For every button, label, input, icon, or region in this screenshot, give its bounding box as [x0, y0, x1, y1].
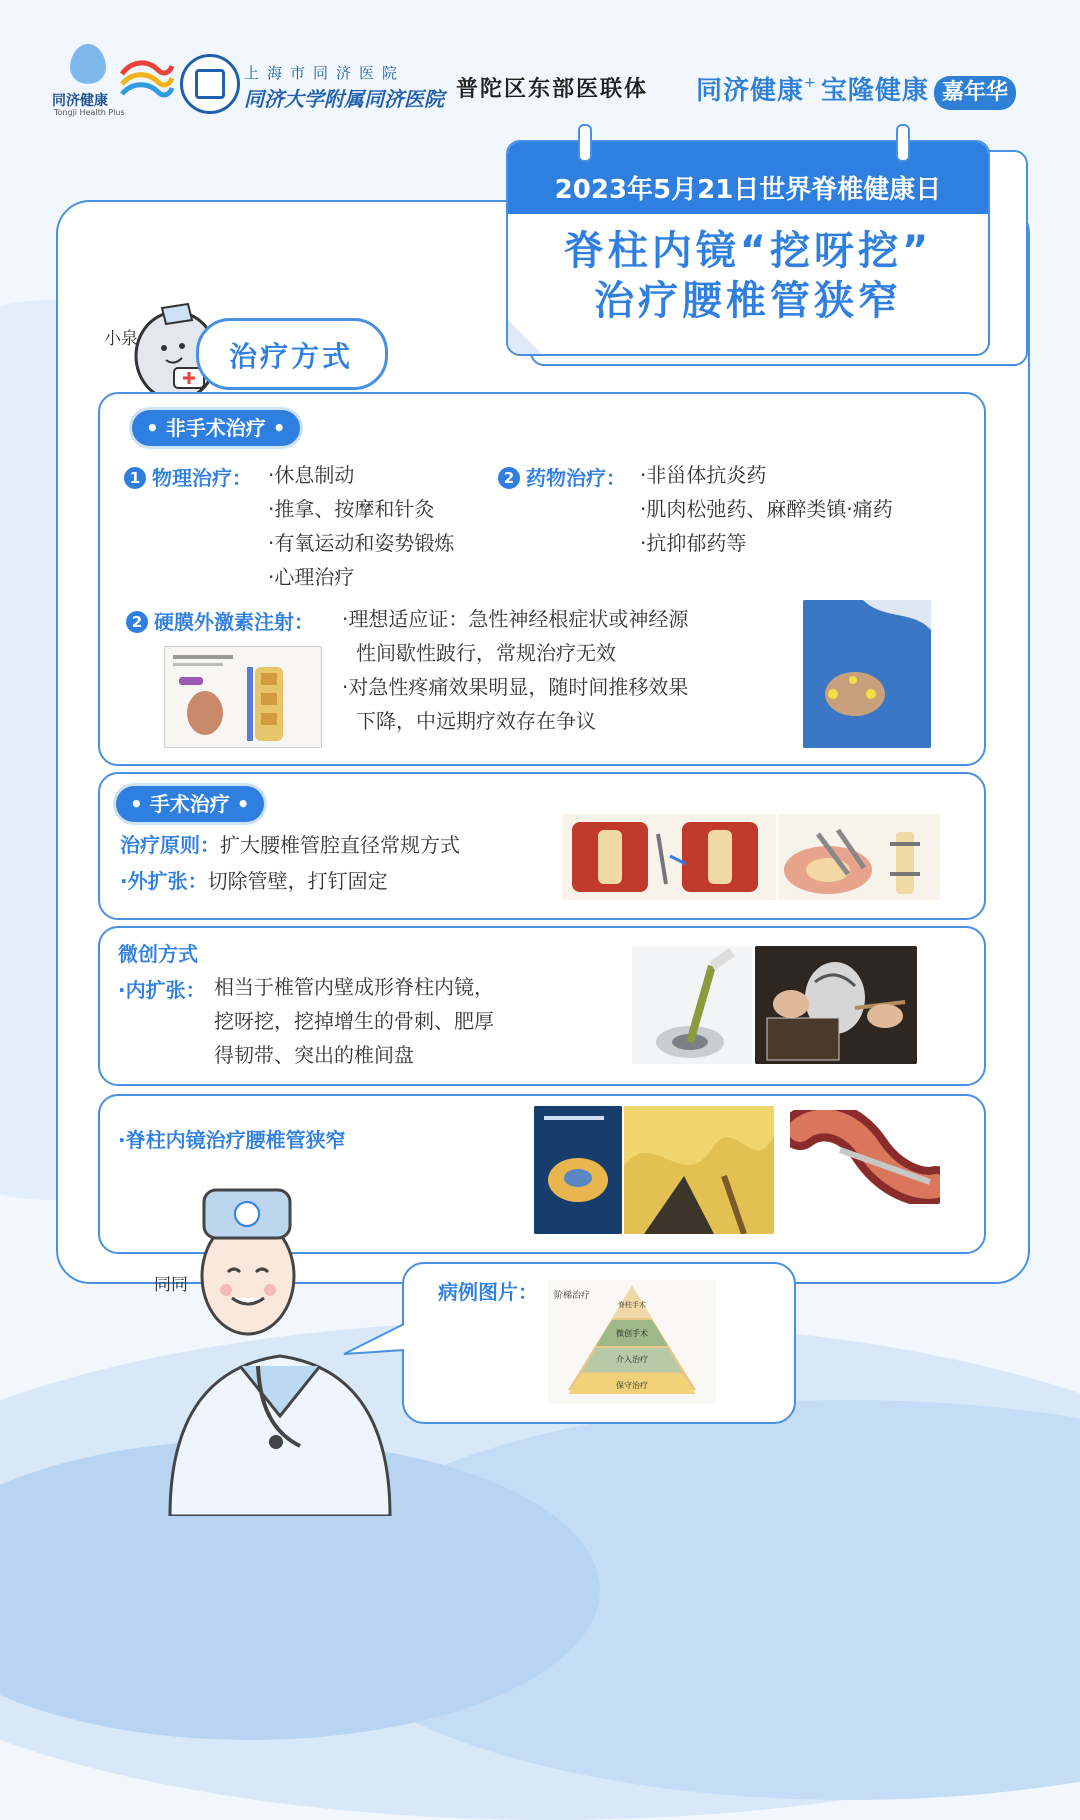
section-title: 治疗方式	[229, 340, 354, 373]
mascot-name: 小泉	[104, 329, 138, 349]
tongji-health-logo-text: 同济健康	[52, 93, 108, 109]
page-curl	[508, 320, 542, 354]
case-bubble-tail	[340, 1320, 410, 1360]
pyramid-layer: 保守治疗	[616, 1381, 648, 1390]
hospital-name-cn: 上海市同济医院	[244, 64, 406, 82]
drain-cleaning-photo	[632, 946, 752, 1064]
external-text: 切除管壁，打钉固定	[207, 869, 388, 893]
doctor-name: 同同	[154, 1275, 188, 1295]
list-item: ·休息制动	[268, 463, 355, 487]
bone-endoscopic-view	[624, 1106, 774, 1234]
surgical-external	[120, 864, 388, 898]
surgical-pill: • 手术治疗 •	[116, 786, 264, 822]
brand-carnival-badge: 嘉年华	[934, 76, 1016, 110]
hospital-seal-icon	[180, 54, 240, 114]
principle-text: 扩大腰椎管腔直径常规方式	[220, 833, 460, 857]
text-line: 性间歇性跛行，常规治疗无效	[356, 641, 616, 665]
text-line: ·对急性疼痛效果明显，随时间推移效果	[342, 675, 689, 699]
pyramid-layer: 脊柱手术	[618, 1301, 646, 1309]
decompression-surgery-illustration	[562, 814, 776, 900]
inside-painting-bottle-photo	[755, 946, 917, 1064]
pyramid-layer: 介入治疗	[616, 1355, 648, 1364]
list-item: ·抗抑郁药等	[640, 531, 747, 555]
tongji-health-logo-en: Tongji Health Plus	[54, 108, 125, 117]
section-title-bubble	[196, 318, 388, 390]
world-spine-day-banner: 2023年5月21日世界脊椎健康日	[508, 142, 988, 214]
poster-title-line1: 脊柱内镜“挖呀挖”	[563, 228, 933, 274]
physical-therapy-list	[268, 458, 454, 594]
list-item: ·非甾体抗炎药	[640, 463, 767, 487]
number-badge: 2	[126, 611, 148, 633]
poster-title-line2: 治疗腰椎管狭窄	[594, 278, 902, 324]
text-line: 挖呀挖，挖掉增生的骨刺、肥厚	[214, 1009, 494, 1033]
epidural-injection-label-text: 硬膜外激素注射：	[154, 610, 314, 634]
hospital-name-script: 同济大学附属同济医院	[244, 87, 444, 111]
pyramid-layer: 微创手术	[616, 1329, 648, 1338]
spinal-canal-tube-illustration	[790, 1110, 940, 1204]
surgical-principle	[120, 828, 460, 862]
endoscope-heading: ·脊柱内镜治疗腰椎管狭窄	[118, 1128, 346, 1152]
physical-therapy-label-text: 物理治疗：	[152, 466, 252, 490]
list-item: ·有氧运动和姿势锻炼	[268, 531, 455, 555]
brand-baolong: 宝隆健康	[820, 76, 929, 106]
epidural-injection-label	[126, 606, 314, 635]
lateral-stenosis-image	[534, 1106, 622, 1234]
text-line: 下降，中远期疗效存在争议	[356, 709, 596, 733]
brand-tongji: 同济健康	[696, 76, 805, 106]
stepped-treatment-pyramid	[548, 1280, 716, 1404]
drug-therapy-label	[498, 462, 626, 491]
nonsurgical-pill: • 非手术治疗 •	[132, 410, 300, 446]
external-label: ·外扩张：	[120, 869, 208, 893]
plus-icon: +	[804, 75, 816, 91]
internal-expansion-label: ·内扩张：	[118, 978, 206, 1002]
epidural-injection-text	[342, 602, 688, 738]
text-line: 得韧带、突出的椎间盘	[214, 1043, 414, 1067]
text-line: 相当于椎管内壁成形脊柱内镜，	[214, 975, 494, 999]
principle-label: 治疗原则：	[120, 833, 220, 857]
number-badge: 2	[498, 467, 520, 489]
minimally-invasive-heading: 微创方式	[118, 942, 198, 966]
brand-banner	[696, 70, 1036, 110]
internal-expansion-text	[214, 970, 494, 1072]
epidural-injection-diagram	[164, 646, 322, 748]
drug-therapy-list	[640, 458, 893, 560]
list-item: ·心理治疗	[268, 565, 355, 589]
ribbon-logo-icon	[118, 56, 174, 106]
calendar-ring-left	[578, 124, 592, 162]
list-item: ·肌肉松弛药、麻醉类镇·痛药	[640, 497, 893, 521]
pyramid-title: 阶梯治疗	[554, 1291, 591, 1301]
number-badge: 1	[124, 467, 146, 489]
physical-therapy-label	[124, 462, 252, 491]
drug-therapy-label-text: 药物治疗：	[526, 466, 626, 490]
district-alliance: 普陀区东部医联体	[456, 76, 649, 102]
water-drop-icon	[70, 44, 106, 84]
calendar-ring-right	[896, 124, 910, 162]
text-line: ·理想适应证：急性神经根症状或神经源	[342, 607, 689, 631]
screw-fixation-illustration	[778, 814, 940, 900]
list-item: ·推拿、按摩和针灸	[268, 497, 435, 521]
case-images-label: 病例图片：	[438, 1280, 538, 1304]
injection-procedure-photo	[803, 600, 931, 748]
calendar-card	[506, 140, 990, 356]
